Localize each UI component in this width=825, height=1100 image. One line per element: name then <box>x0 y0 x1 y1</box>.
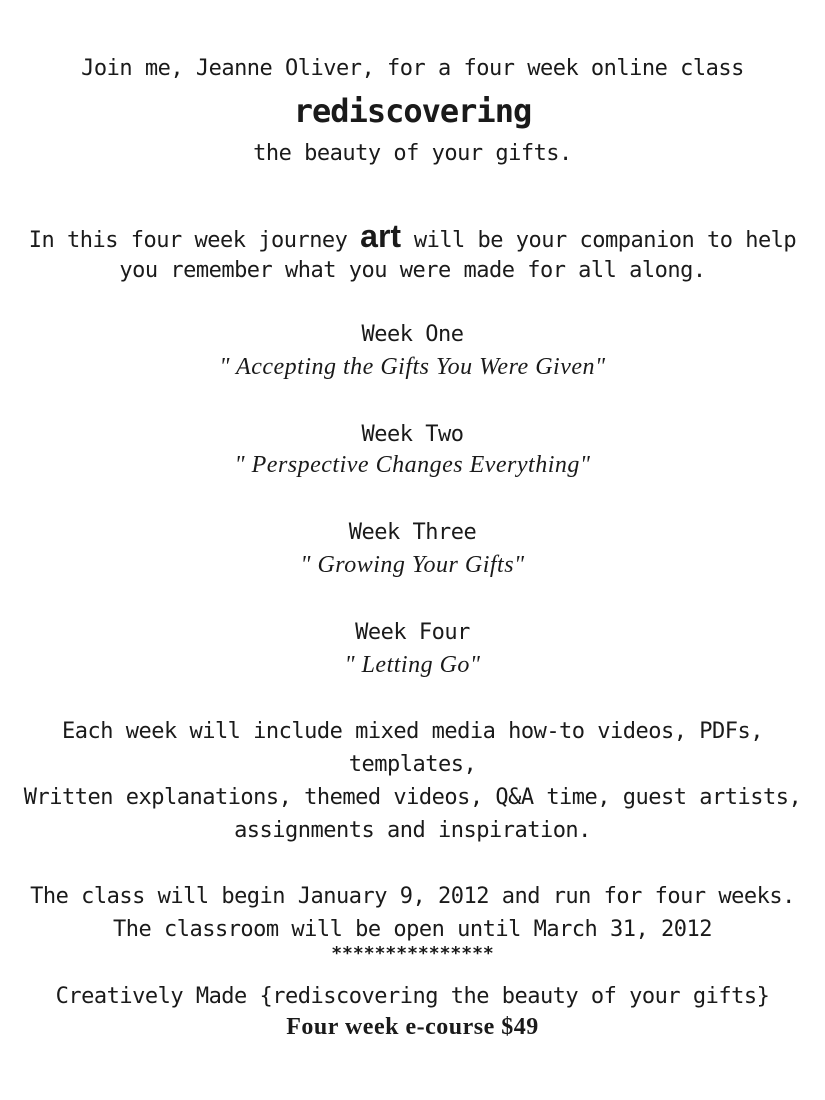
includes-line: assignments and inspiration. <box>234 818 591 843</box>
schedule-line: The classroom will be open until March 31, 2012 <box>112 917 713 942</box>
price-line: Four week e-course $49 <box>286 1014 539 1040</box>
course-name: Creatively Made {rediscovering the beauty of your gifts} <box>55 984 770 1009</box>
intro-line: Join me, Jeanne Oliver, for a four week online class <box>81 56 744 81</box>
journey-text-start: In this four week journey <box>28 228 361 253</box>
schedule-line: The class will begin January 9, 2012 and run for four weeks. <box>30 884 795 909</box>
includes-line: Each week will include mixed media how-to videos, PDFs, <box>62 719 763 744</box>
includes-line: Written explanations, themed videos, Q&A time, guest artists, <box>23 785 802 810</box>
star-divider: *************** <box>331 943 494 964</box>
journey-line <box>0 218 825 255</box>
week-label: Week One <box>361 322 464 347</box>
course-title: rediscovering <box>293 92 532 130</box>
week-title: " Perspective Changes Everything" <box>234 452 591 478</box>
week-label: Week Two <box>361 422 464 447</box>
week-label: Week Four <box>355 620 470 645</box>
journey-line-2: you remember what you were made for all along. <box>119 258 706 283</box>
week-title: " Growing Your Gifts" <box>300 552 525 578</box>
week-label: Week Three <box>348 520 477 545</box>
week-title: " Accepting the Gifts You Were Given" <box>219 354 606 380</box>
intro-subtitle: the beauty of your gifts. <box>253 141 572 166</box>
journey-text-end: will be your companion to help <box>401 228 797 253</box>
week-title: " Letting Go" <box>344 652 481 678</box>
art-word: art <box>360 218 402 254</box>
includes-line: templates, <box>348 752 477 777</box>
